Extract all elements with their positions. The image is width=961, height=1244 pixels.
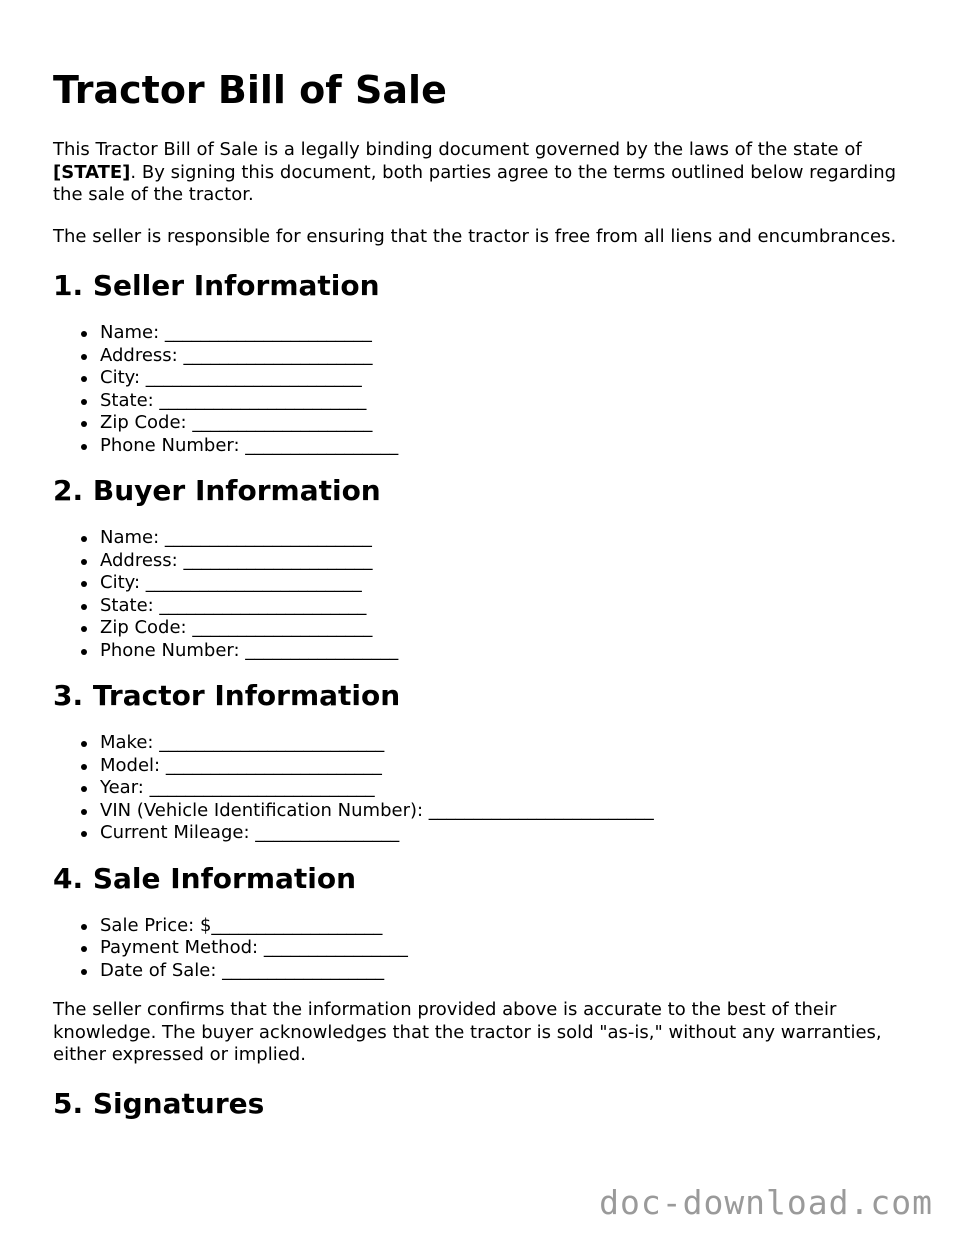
tractor-make-field: Make: _________________________ <box>53 732 913 755</box>
seller-info-list <box>53 322 913 457</box>
buyer-section-heading: 2. Buyer Information <box>53 474 381 507</box>
buyer-name-field: Name: _______________________ <box>53 527 913 550</box>
signatures-section-heading: 5. Signatures <box>53 1086 265 1120</box>
seller-section-heading: 1. Seller Information <box>53 269 380 302</box>
seller-state-field: State: _______________________ <box>53 390 913 413</box>
seller-city-field: City: ________________________ <box>53 367 913 390</box>
buyer-state-field: State: _______________________ <box>53 595 913 618</box>
tractor-vin-field: VIN (Vehicle Identification Number): _________________________ <box>53 800 913 823</box>
intro-text-part1: This Tractor Bill of Sale is a legally binding document governed by the laws of the state of <box>53 139 862 160</box>
state-placeholder: [STATE] <box>53 161 131 183</box>
buyer-city-field: City: ________________________ <box>53 572 913 595</box>
sale-section-heading: 4. Sale Information <box>53 861 357 895</box>
intro-text-part2: . By signing this document, both parties agree to the terms outlined below regarding the sale of the tractor. <box>53 161 897 205</box>
liens-paragraph: The seller is responsible for ensuring that the tractor is free from all liens and encumbrances. <box>53 225 897 247</box>
seller-name-field: Name: _______________________ <box>53 322 913 345</box>
sale-info-list <box>53 915 913 983</box>
confirmation-paragraph: The seller confirms that the information provided above is accurate to the best of their knowledge. The buyer acknowledges that the tractor is sold "as-is," without any warranties, either expressed or implied. <box>53 999 882 1065</box>
seller-phone-field: Phone Number: _________________ <box>53 435 913 458</box>
document-page <box>53 64 913 1140</box>
buyer-info-list <box>53 527 913 662</box>
tractor-year-field: Year: _________________________ <box>53 777 913 800</box>
watermark-text: doc-download.com <box>599 1183 933 1222</box>
sale-price-field: Sale Price: $___________________ <box>53 915 913 938</box>
buyer-zip-field: Zip Code: ____________________ <box>53 617 913 640</box>
tractor-info-list <box>53 732 913 845</box>
tractor-mileage-field: Current Mileage: ________________ <box>53 822 913 845</box>
payment-method-field: Payment Method: ________________ <box>53 937 913 960</box>
seller-zip-field: Zip Code: ____________________ <box>53 412 913 435</box>
buyer-address-field: Address: _____________________ <box>53 550 913 573</box>
tractor-section-heading: 3. Tractor Information <box>53 679 401 712</box>
tractor-model-field: Model: ________________________ <box>53 755 913 778</box>
buyer-phone-field: Phone Number: _________________ <box>53 640 913 663</box>
document-title: Tractor Bill of Sale <box>53 68 447 112</box>
seller-address-field: Address: _____________________ <box>53 345 913 368</box>
date-of-sale-field: Date of Sale: __________________ <box>53 960 913 983</box>
intro-paragraph <box>53 139 913 207</box>
